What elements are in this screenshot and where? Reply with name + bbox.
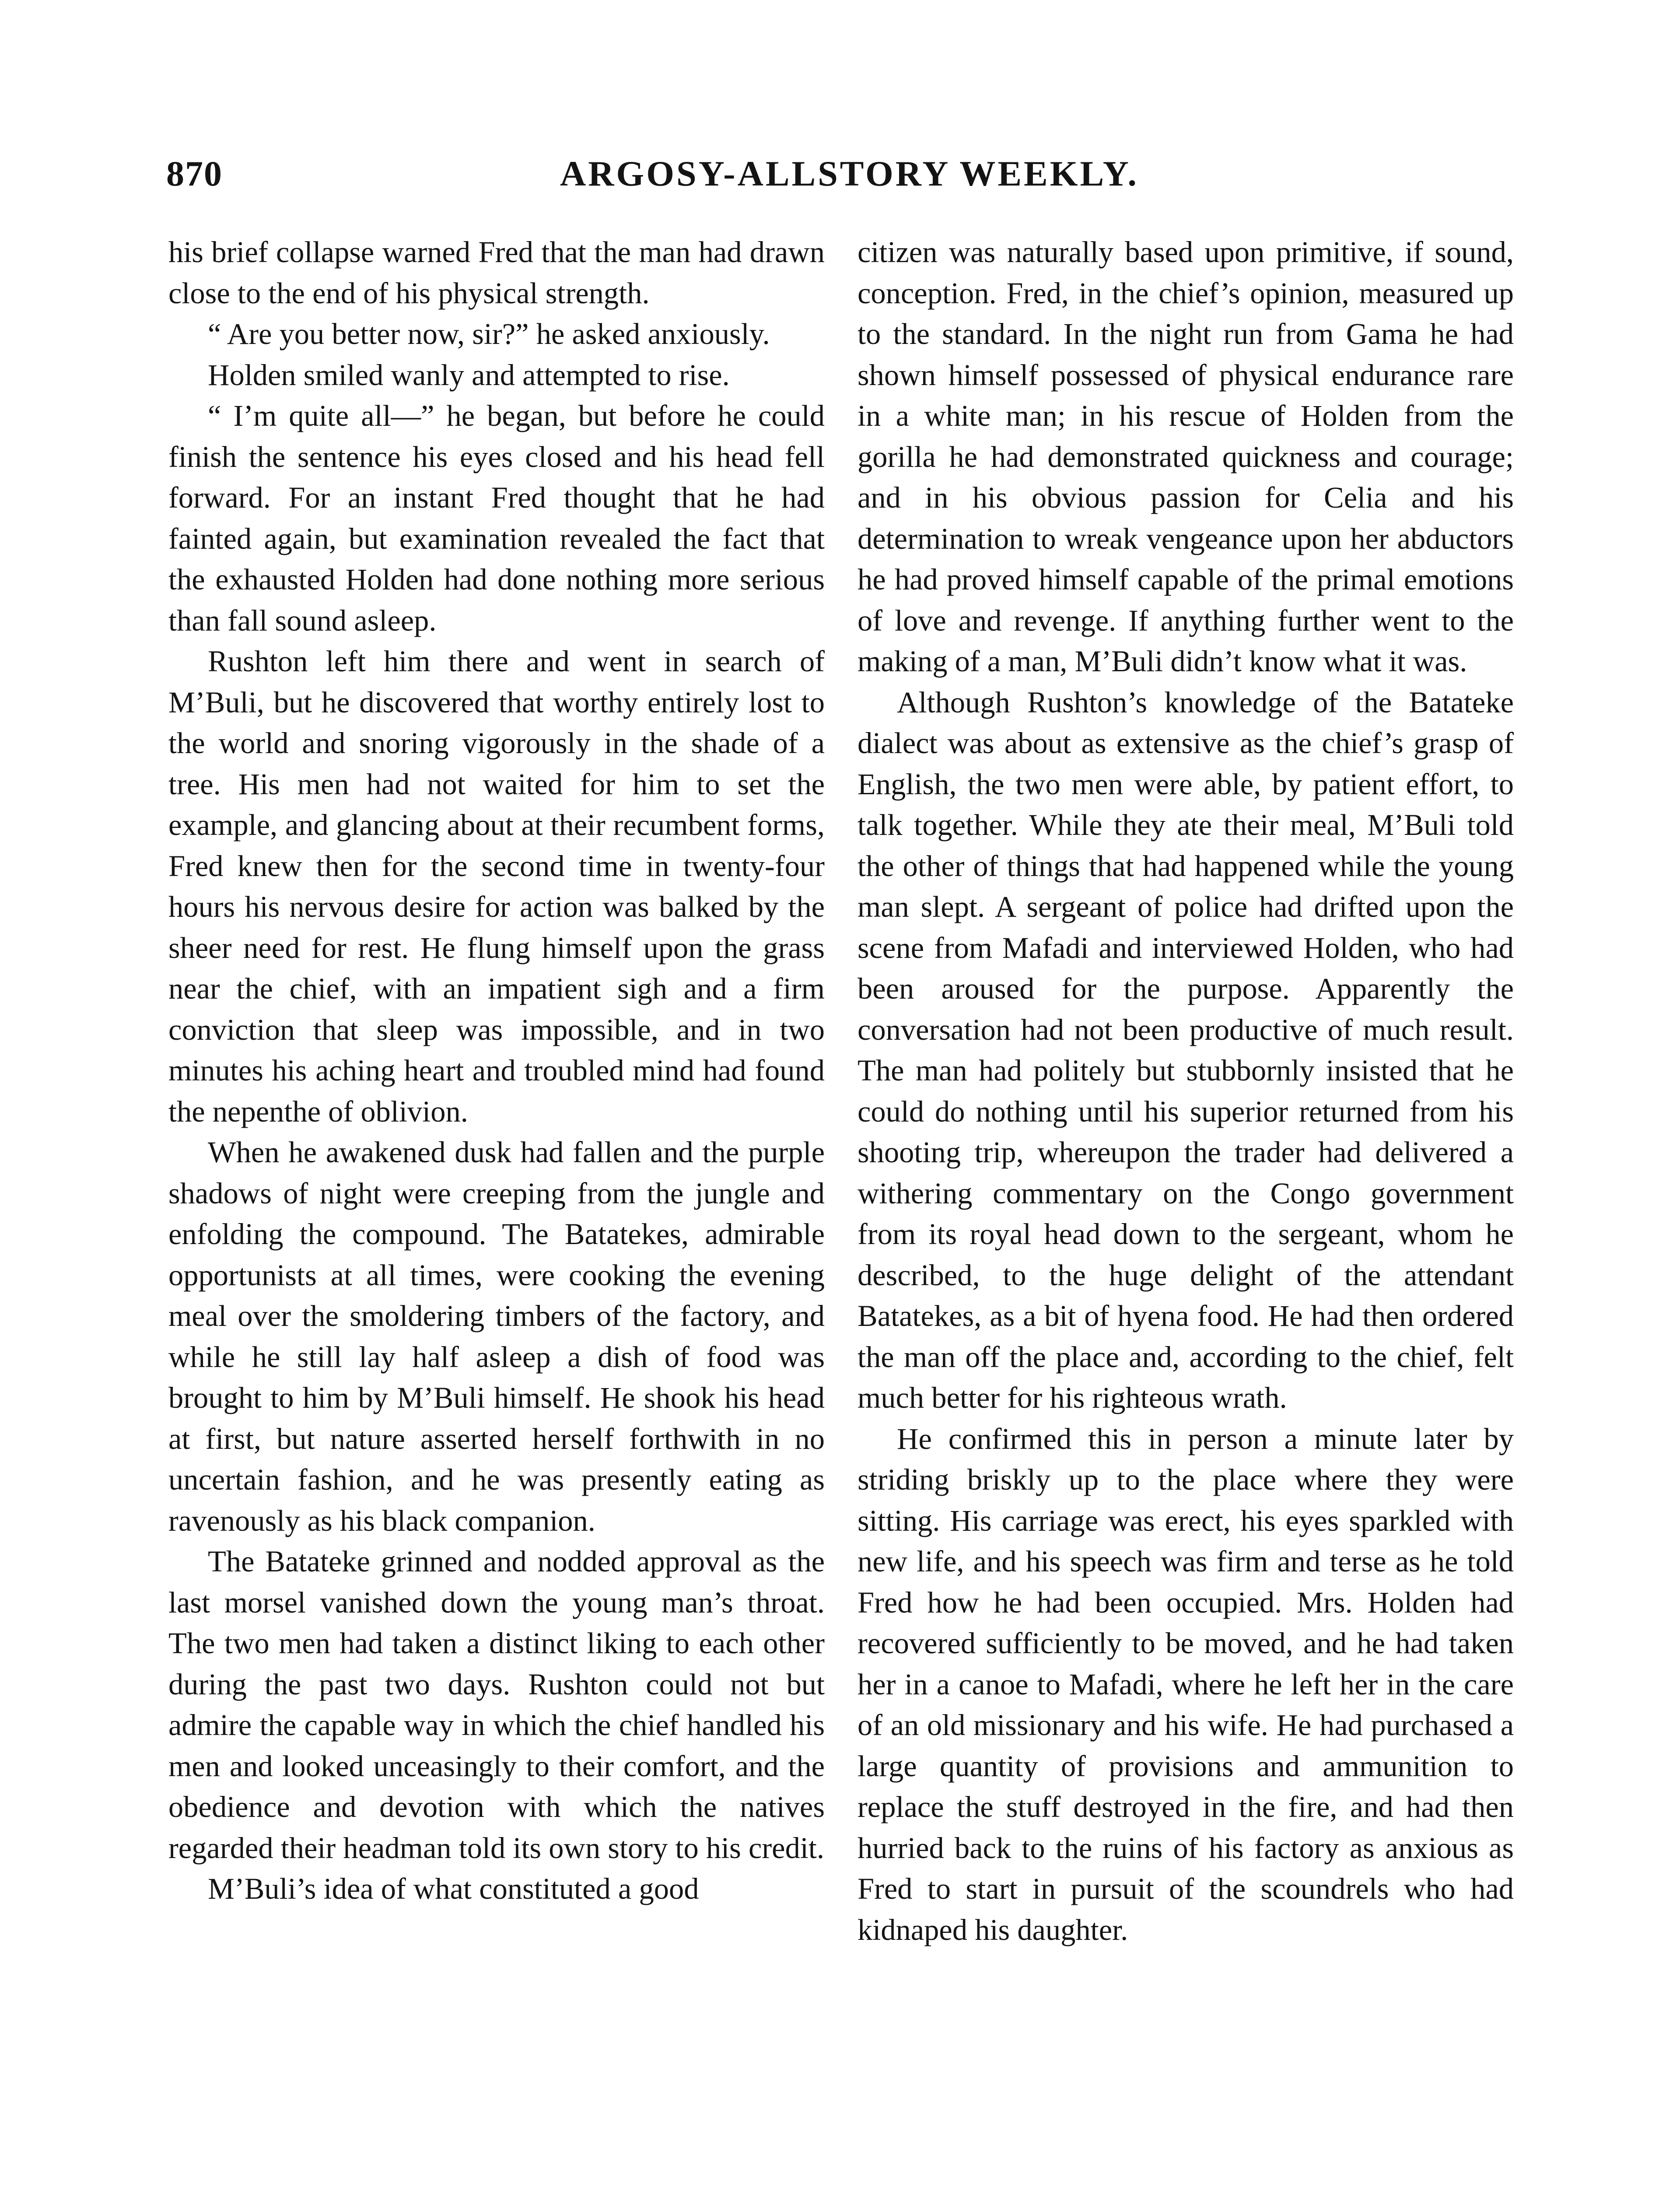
paragraph: Although Rushton’s knowledge of the Batateke dialect was about as extensive as the chief’s grasp of English, the two men were able, by patient effort, to talk together. While they ate their meal, M’Buli told the other of things that had happened while the young man slept. A sergeant of police had drifted upon the scene from Mafadi and interviewed Holden, who had been aroused for the purpose. Apparently the conversation had not been productive of much result. The man had politely but stubbornly insisted that he could do nothing until his superior returned from his shooting trip, whereupon the trader had delivered a withering commentary on the Congo government from its royal head down to the sergeant, whom he described, to the huge delight of the attendant Batatekes, as a bit of hyena food. He had then ordered the man off the place and, according to the chief, felt much better for his righteous wrath. [858, 685, 1514, 1414]
paragraph: When he awakened dusk had fallen and the purple shadows of night were creeping from the jungle and enfolding the compound. The Batatekes, admirable opportunists at all times, were cooking the evening meal over the smoldering timbers of the factory, and while he still lay half asleep a dish of food was brought to him by M’Buli himself. He shook his head at first, but nature asserted herself forthwith in no uncertain fashion, and he was presently eating as ravenously as his black companion. [168, 1136, 825, 1537]
paragraph: Holden smiled wanly and attempted to rise. [208, 358, 730, 392]
running-head: ARGOSY-ALLSTORY WEEKLY. [560, 154, 1139, 193]
paragraph: Rushton left him there and went in search of M’Buli, but he discovered that worthy entirely lost to the world and snoring vigorously in the shade of a tree. His men had not waited for him to set the example, and glancing about at their recumbent forms, Fred knew then for the second time in twenty-four hours his nervous desire for action was balked by the sheer need for rest. He flung himself upon the grass near the chief, with an impatient sigh and a firm conviction that sleep was impossible, and in two minutes his aching heart and troubled mind had found the nepenthe of oblivion. [168, 645, 825, 1128]
page-number: 870 [166, 154, 223, 193]
left-text-column [168, 232, 825, 1910]
right-text-column [858, 232, 1514, 1950]
paragraph: M’Buli’s idea of what constituted a good [208, 1872, 699, 1905]
paragraph: his brief collapse warned Fred that the man had drawn close to the end of his physical strength. [168, 235, 825, 310]
paragraph: He confirmed this in person a minute later by striding briskly up to the place where they were sitting. His carriage was erect, his eyes sparkled with new life, and his speech was firm and terse as he told Fred how he had been occupied. Mrs. Holden had recovered sufficiently to be moved, and he had taken her in a canoe to Mafadi, where he left her in the care of an old missionary and his wife. He had purchased a large quantity of provisions and ammunition to replace the stuff destroyed in the fire, and had then hurried back to the ruins of his factory as anxious as Fred to start in pursuit of the scoundrels who had kidnaped his daughter. [858, 1422, 1514, 1946]
paragraph: The Batateke grinned and nodded approval as the last morsel vanished down the young man’s throat. The two men had taken a distinct liking to each other during the past two days. Rushton could not but admire the capable way in which the chief handled his men and looked unceasingly to their comfort, and the obedience and devotion with which the natives regarded their headman told its own story to his credit. [168, 1545, 825, 1865]
page-header [166, 153, 1522, 206]
paragraph: “ I’m quite all—” he began, but before he could finish the sentence his eyes closed and his head fell forward. For an instant Fred thought that he had fainted again, but examination revealed the fact that the exhausted Holden had done nothing more serious than fall sound asleep. [168, 399, 825, 637]
paragraph: “ Are you better now, sir?” he asked anxiously. [208, 317, 770, 351]
paragraph: citizen was naturally based upon primitive, if sound, conception. Fred, in the chief’s opinion, measured up to the standard. In the night run from Gama he had shown himself possessed of physical endurance rare in a white man; in his rescue of Holden from the gorilla he had demonstrated quickness and courage; and in his obvious passion for Celia and his determination to wreak vengeance upon her abductors he had proved himself capable of the primal emotions of love and revenge. If anything further went to the making of a man, M’Buli didn’t know what it was. [858, 235, 1514, 678]
